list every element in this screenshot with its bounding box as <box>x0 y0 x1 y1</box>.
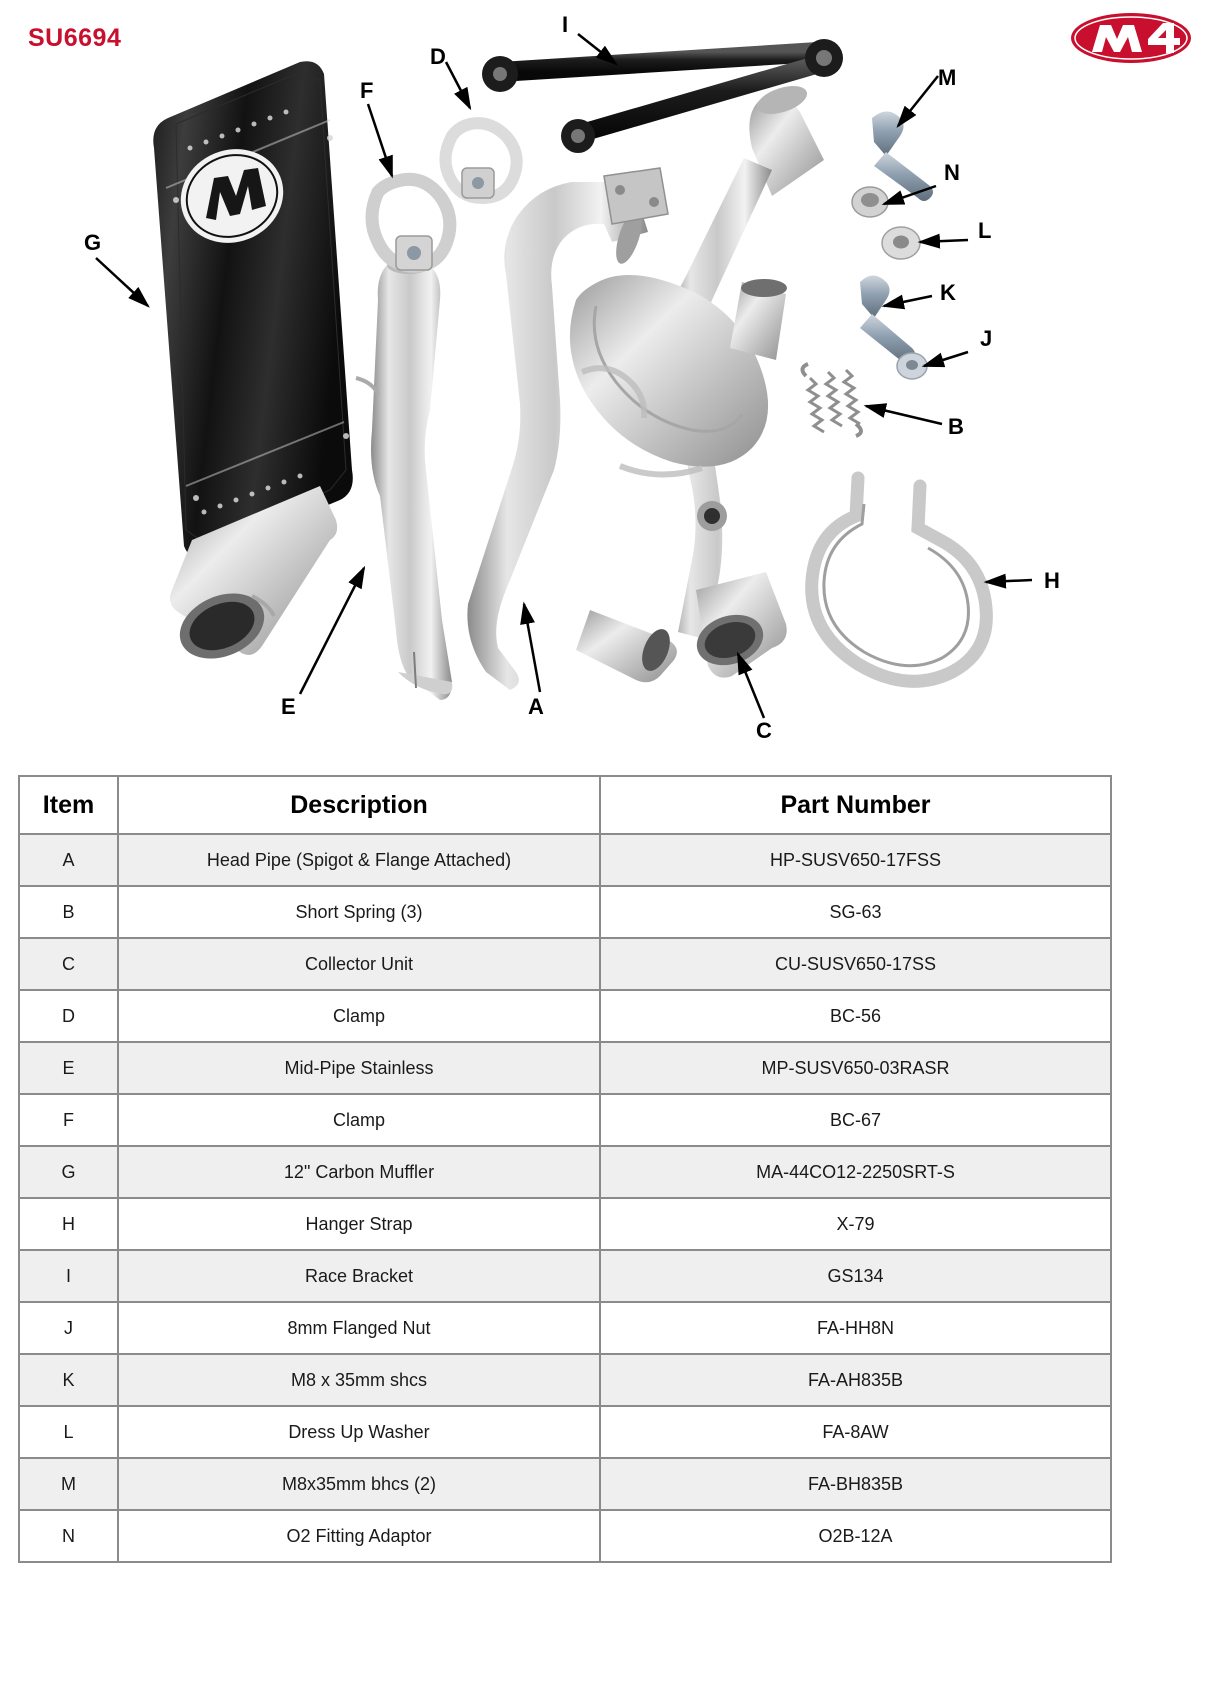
table-row <box>19 834 1111 886</box>
table-row <box>19 1094 1111 1146</box>
cell-description: Short Spring (3) <box>118 886 600 938</box>
table-row <box>19 1146 1111 1198</box>
cell-part-number: MA-44CO12-2250SRT-S <box>600 1146 1111 1198</box>
parts-illustration <box>0 0 1214 770</box>
table-row <box>19 1510 1111 1562</box>
cell-description: Dress Up Washer <box>118 1406 600 1458</box>
cell-description: M8 x 35mm shcs <box>118 1354 600 1406</box>
cell-part-number: O2B-12A <box>600 1510 1111 1562</box>
cell-item: C <box>19 938 118 990</box>
part-j-flanged-nut <box>897 353 927 379</box>
part-h-hanger-strap <box>812 478 987 681</box>
part-g-carbon-muffler <box>153 61 353 671</box>
callout-d: D <box>430 44 446 69</box>
table-row <box>19 1354 1111 1406</box>
part-c-collector-unit <box>570 81 824 678</box>
cell-part-number: FA-HH8N <box>600 1302 1111 1354</box>
cell-description: Head Pipe (Spigot & Flange Attached) <box>118 834 600 886</box>
table-row <box>19 1042 1111 1094</box>
cell-part-number: X-79 <box>600 1198 1111 1250</box>
callout-m: M <box>938 65 957 90</box>
part-f-clamp <box>372 179 450 270</box>
table-row <box>19 1198 1111 1250</box>
cell-part-number: HP-SUSV650-17FSS <box>600 834 1111 886</box>
callout-b: B <box>948 414 964 439</box>
cell-item: D <box>19 990 118 1042</box>
cell-item: K <box>19 1354 118 1406</box>
cell-part-number: BC-56 <box>600 990 1111 1042</box>
cell-item: I <box>19 1250 118 1302</box>
callout-a: A <box>528 694 544 719</box>
parts-table <box>18 775 1112 1563</box>
part-d-clamp <box>445 123 516 198</box>
cell-description: Race Bracket <box>118 1250 600 1302</box>
page-title: SU6694 <box>28 24 122 52</box>
table-row <box>19 1250 1111 1302</box>
cell-item: N <box>19 1510 118 1562</box>
exploded-parts-diagram <box>0 0 1214 770</box>
table-row <box>19 886 1111 938</box>
cell-item: F <box>19 1094 118 1146</box>
cell-description: Clamp <box>118 990 600 1042</box>
table-row <box>19 990 1111 1042</box>
cell-description: 8mm Flanged Nut <box>118 1302 600 1354</box>
part-n-o2-adaptor <box>852 187 888 217</box>
cell-part-number: FA-BH835B <box>600 1458 1111 1510</box>
cell-description: Clamp <box>118 1094 600 1146</box>
cell-part-number: MP-SUSV650-03RASR <box>600 1042 1111 1094</box>
callout-i: I <box>562 12 569 37</box>
parts-table-container <box>18 775 1098 1563</box>
cell-description: Hanger Strap <box>118 1198 600 1250</box>
cell-description: M8x35mm bhcs (2) <box>118 1458 600 1510</box>
callout-h: H <box>1044 568 1060 593</box>
cell-item: J <box>19 1302 118 1354</box>
table-row <box>19 1302 1111 1354</box>
part-k-bolt <box>860 275 915 363</box>
cell-item: E <box>19 1042 118 1094</box>
callout-l: L <box>978 218 992 243</box>
cell-description: Collector Unit <box>118 938 600 990</box>
cell-item: B <box>19 886 118 938</box>
cell-part-number: FA-8AW <box>600 1406 1111 1458</box>
callout-k: K <box>940 280 956 305</box>
table-row <box>19 1458 1111 1510</box>
cell-part-number: GS134 <box>600 1250 1111 1302</box>
cell-part-number: SG-63 <box>600 886 1111 938</box>
cell-part-number: BC-67 <box>600 1094 1111 1146</box>
part-e-mid-pipe <box>356 179 452 700</box>
cell-item: M <box>19 1458 118 1510</box>
cell-description: Mid-Pipe Stainless <box>118 1042 600 1094</box>
cell-item: A <box>19 834 118 886</box>
callout-n: N <box>944 160 960 185</box>
cell-description: 12" Carbon Muffler <box>118 1146 600 1198</box>
cell-description: O2 Fitting Adaptor <box>118 1510 600 1562</box>
part-m-bolt <box>872 111 933 201</box>
cell-part-number: CU-SUSV650-17SS <box>600 938 1111 990</box>
table-header-row <box>19 776 1111 834</box>
callout-e: E <box>281 694 296 719</box>
callout-c: C <box>756 718 772 743</box>
column-header-description: Description <box>118 776 600 834</box>
cell-item: H <box>19 1198 118 1250</box>
cell-item: G <box>19 1146 118 1198</box>
callout-g: G <box>84 230 102 255</box>
table-row <box>19 1406 1111 1458</box>
part-b-springs <box>802 364 861 436</box>
table-row <box>19 938 1111 990</box>
callout-f: F <box>360 78 374 103</box>
column-header-part-number: Part Number <box>600 776 1111 834</box>
part-l-washer <box>882 227 920 259</box>
column-header-item: Item <box>19 776 118 834</box>
cell-part-number: FA-AH835B <box>600 1354 1111 1406</box>
callout-j: J <box>980 326 993 351</box>
cell-item: L <box>19 1406 118 1458</box>
